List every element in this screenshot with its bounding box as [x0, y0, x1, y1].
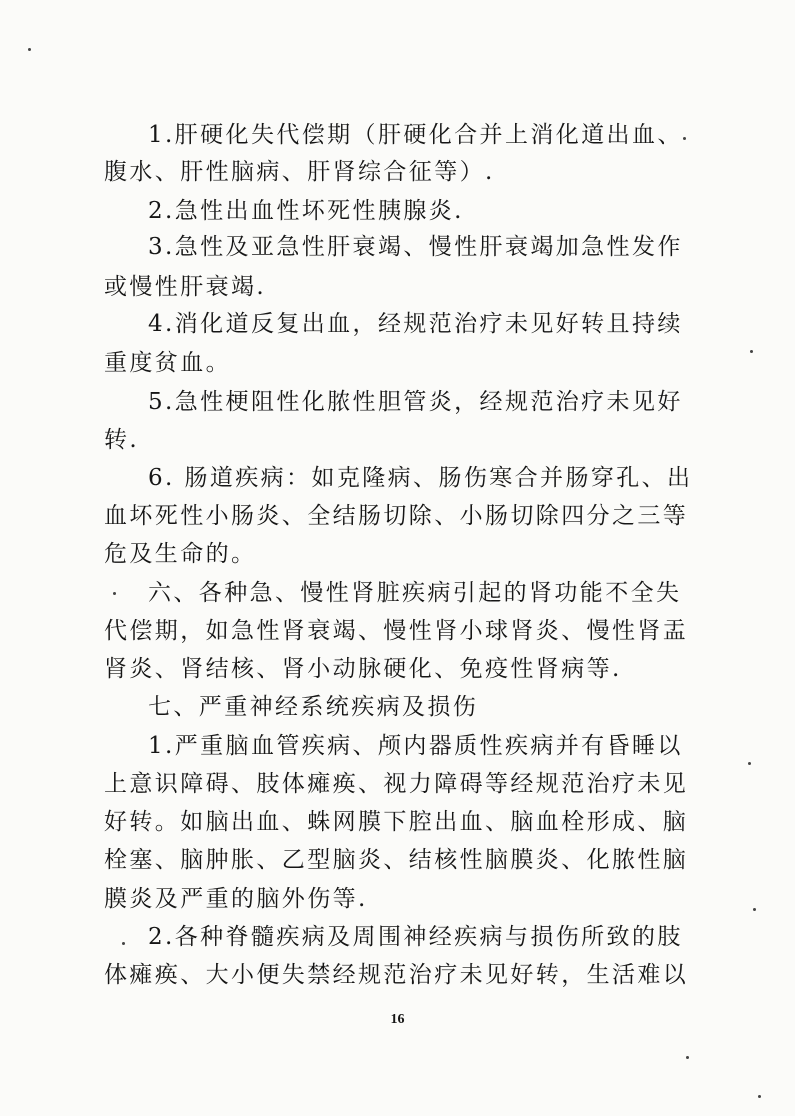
text-line: 栓塞、脑肿胀、乙型脑炎、结核性脑膜炎、化脓性脑 — [104, 847, 689, 873]
text-line: 2.各种脊髓疾病及周围神经疾病与损伤所致的肢 — [148, 924, 683, 950]
text-line: 5.急性梗阻性化脓性胆管炎，经规范治疗未见好 — [148, 389, 683, 415]
text-line: 上意识障碍、肢体瘫痪、视力障碍等经规范治疗未见 — [104, 771, 689, 797]
scan-speck — [748, 762, 751, 765]
text-line: 六、各种急、慢性肾脏疾病引起的肾功能不全失 — [148, 580, 682, 606]
text-line: 膜炎及严重的脑外伤等. — [104, 886, 368, 912]
text-line: 3.急性及亚急性肝衰竭、慢性肝衰竭加急性发作 — [148, 234, 683, 260]
text-line: 血坏死性小肠炎、全结肠切除、小肠切除四分之三等 — [104, 503, 689, 529]
text-line: 代偿期，如急性肾衰竭、慢性肾小球肾炎、慢性肾盂 — [104, 618, 689, 644]
text-line: 肾炎、肾结核、肾小动脉硬化、免疫性肾病等. — [104, 656, 622, 682]
text-line: 转. — [104, 427, 140, 453]
scan-speck — [683, 137, 686, 140]
text-line: 或慢性肝衰竭. — [104, 274, 267, 300]
text-line: 1.严重脑血管疾病、颅内器质性疾病并有昏睡以 — [148, 733, 683, 759]
scan-speck — [753, 908, 756, 911]
text-line: 腹水、肝性脑病、肝肾综合征等）. — [104, 159, 495, 185]
section-heading: 七、严重神经系统疾病及损伤 — [148, 694, 479, 720]
text-line: 2.急性出血性坏死性胰腺炎. — [148, 198, 464, 224]
text-line: 危及生命的。 — [104, 541, 257, 567]
text-line: 重度贫血。 — [104, 350, 231, 376]
scan-speck — [122, 942, 125, 945]
text-line: 体瘫痪、大小便失禁经规范治疗未见好转，生活难以 — [104, 962, 689, 988]
text-line: 4.消化道反复出血，经规范治疗未见好转且持续 — [148, 311, 683, 337]
text-line: 好转。如脑出血、蛛网膜下腔出血、脑血栓形成、脑 — [104, 809, 689, 835]
scan-speck — [686, 1056, 689, 1059]
text-line: 6. 肠道疾病：如克隆病、肠伤寒合并肠穿孔、出 — [148, 465, 693, 491]
scan-speck — [113, 592, 116, 595]
text-line: 1.肝硬化失代偿期（肝硬化合并上消化道出血、 — [148, 122, 683, 148]
scan-speck — [758, 1095, 761, 1098]
scan-speck — [28, 48, 31, 51]
page-number: 16 — [390, 1012, 405, 1027]
scan-speck — [750, 350, 753, 353]
